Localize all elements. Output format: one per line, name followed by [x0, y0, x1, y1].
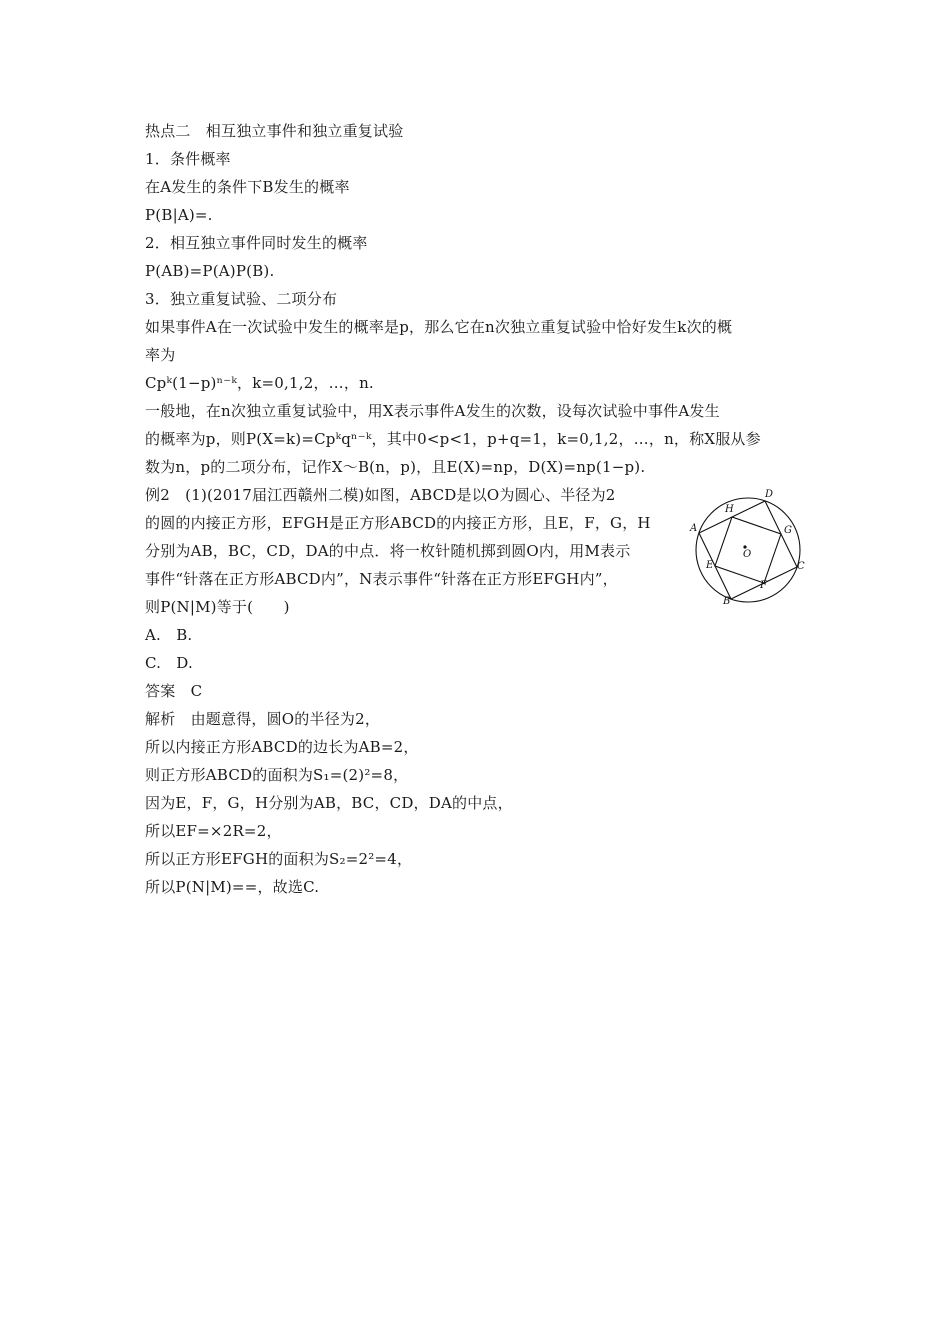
label-h: H	[725, 504, 734, 515]
text-line: 数为n，p的二项分布，记作X～B(n，p)，且E(X)=np，D(X)=np(1−p).	[145, 458, 646, 476]
subheading-conditional-probability: 1．条件概率	[145, 150, 231, 168]
text-line: 一般地，在n次独立重复试验中，用X表示事件A发生的次数，设每次试验中事件A发生	[145, 402, 720, 420]
formula-line: Cpᵏ(1−p)ⁿ⁻ᵏ，k=0,1,2，…，n.	[145, 374, 374, 392]
option-line: A. B.	[145, 626, 193, 644]
circle-square-figure	[683, 484, 813, 608]
section-heading: 热点二 相互独立事件和独立重复试验	[145, 122, 404, 140]
label-e: E	[706, 560, 714, 571]
solution-line: 所以正方形EFGH的面积为S₂=2²=4，	[145, 850, 413, 868]
label-o: O	[743, 549, 752, 560]
solution-line: 所以内接正方形ABCD的边长为AB=2，	[145, 738, 419, 756]
solution-line: 所以P(N|M)==，故选C.	[145, 878, 320, 896]
label-c: C	[797, 561, 805, 572]
label-g: G	[784, 525, 792, 536]
label-f: F	[760, 580, 767, 591]
label-d: D	[765, 489, 774, 500]
solution-line: 所以EF=×2R=2，	[145, 822, 282, 840]
text-line: 的概率为p，则P(X=k)=Cpᵏqⁿ⁻ᵏ，其中0<p<1，p+q=1，k=0,1,2，…，n，称X服从参	[145, 430, 761, 448]
answer-line: 答案 C	[145, 682, 203, 700]
solution-line: 解析 由题意得，圆O的半径为2，	[145, 710, 381, 728]
example-title: 例2 (1)(2017届江西赣州二模)如图，ABCD是以O为圆心、半径为2	[145, 486, 616, 504]
solution-line: 则正方形ABCD的面积为S₁=(2)²=8，	[145, 766, 409, 784]
solution-line: 因为E，F，G，H分别为AB，BC，CD，DA的中点，	[145, 794, 513, 812]
text-line: 率为	[145, 346, 176, 364]
subheading-independent-events: 2．相互独立事件同时发生的概率	[145, 234, 368, 252]
text-line: 事件“针落在正方形ABCD内”，N表示事件“针落在正方形EFGH内”，	[145, 570, 618, 588]
text-line: 的圆的内接正方形，EFGH是正方形ABCD的内接正方形，且E，F，G，H	[145, 514, 651, 532]
formula-line: P(B|A)=.	[145, 206, 213, 224]
option-line: C. D.	[145, 654, 193, 672]
question-line: 则P(N|M)等于( )	[145, 598, 290, 616]
label-b: B	[723, 596, 731, 607]
text-line: 在A发生的条件下B发生的概率	[145, 178, 350, 196]
subheading-binomial: 3．独立重复试验、二项分布	[145, 290, 338, 308]
text-line: 如果事件A在一次试验中发生的概率是p，那么它在n次独立重复试验中恰好发生k次的概	[145, 318, 733, 336]
formula-line: P(AB)=P(A)P(B).	[145, 262, 275, 280]
label-a: A	[690, 523, 698, 534]
text-line: 分别为AB，BC，CD，DA的中点．将一枚针随机掷到圆O内，用M表示	[145, 542, 631, 560]
